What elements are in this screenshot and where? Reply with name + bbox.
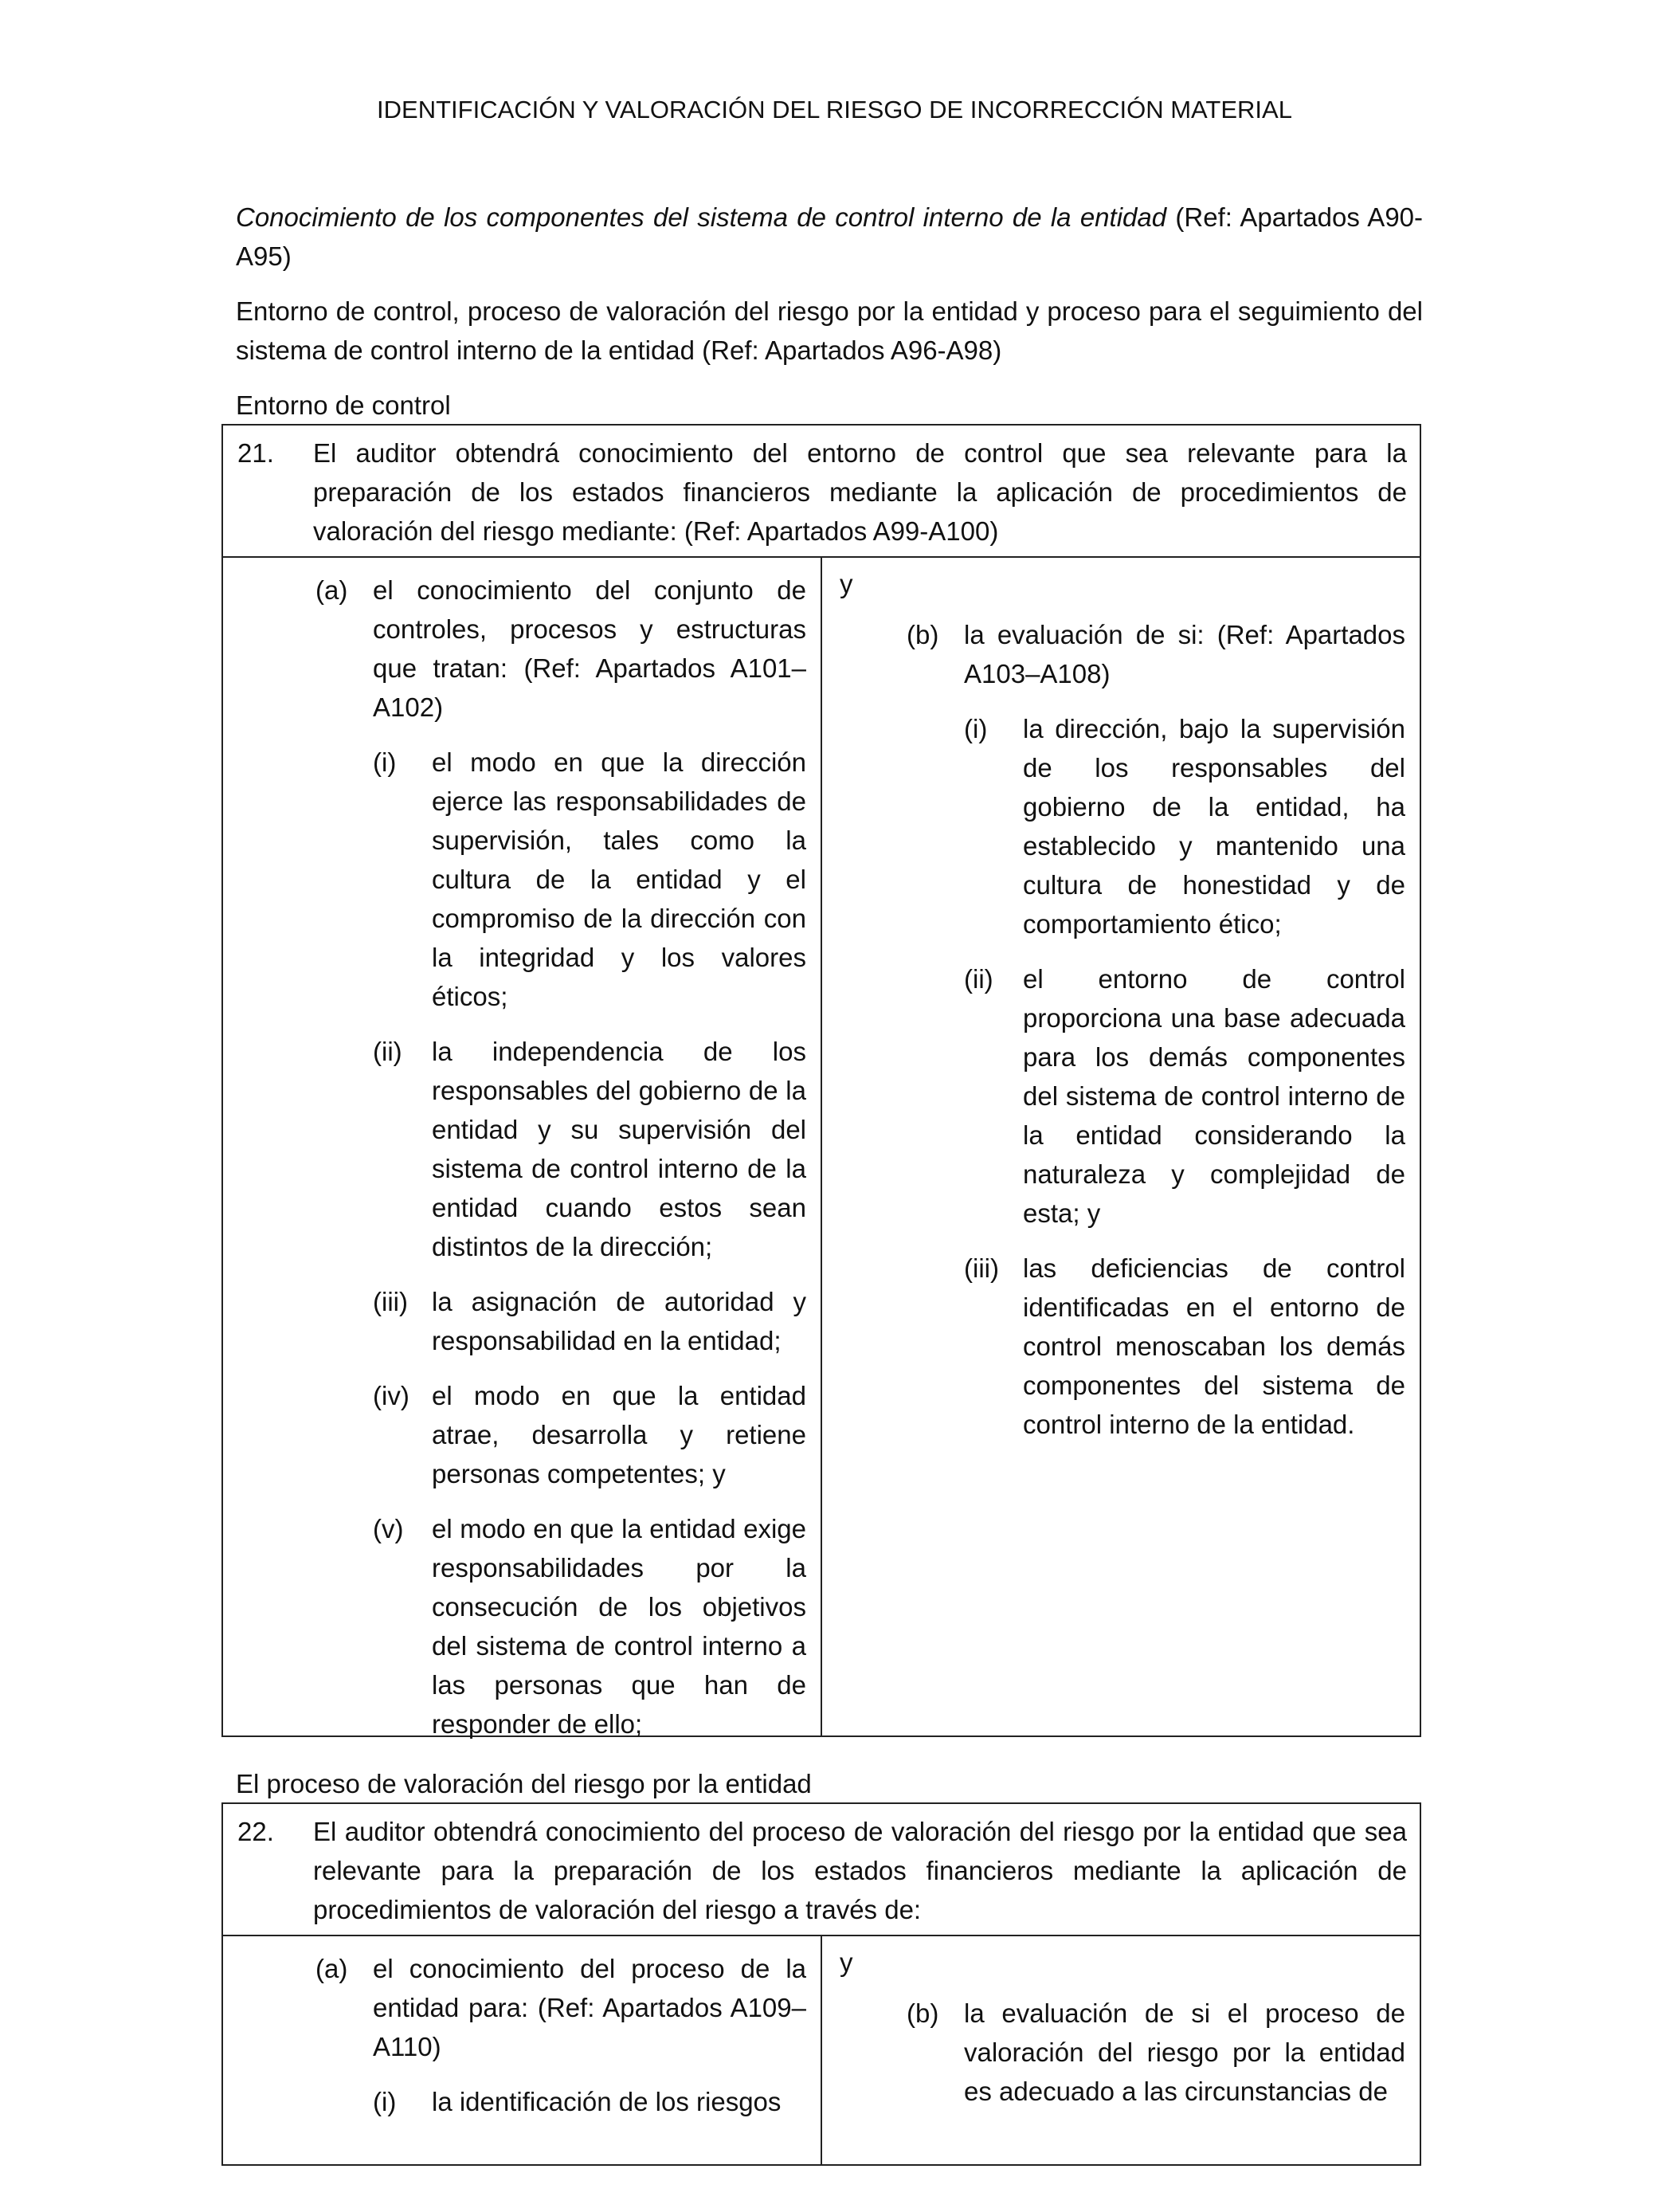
connector-word: y [840,569,853,598]
subitem-text: el modo en que la entidad exige responsabilidades por la consecución de los objetivos del sistema de control interno a las personas que han de responder de ello; [432,1514,806,1739]
item-text: el conocimiento del proceso de la entidad para: (Ref: Apartados A109–A110) [373,1954,806,2061]
subitem-v [373,1509,806,1743]
subitem-text: el modo en que la dirección ejerce las responsabilidades de supervisión, tales como la cultura de la entidad y el compromiso de la dirección con la integridad y los valores éticos; [432,747,806,1011]
right-column [822,1936,1420,2166]
paragraph-22-columns [223,1936,1420,2166]
section-subheading: Entorno de control, proceso de valoración del riesgo por la entidad y proceso para el seguimiento del sistema de control interno de la entidad (Ref: Apartados A96-A98) [236,296,1423,365]
subitem-ii [373,1032,806,1266]
subitem-label: (iii) [964,1253,999,1283]
item-label: (b) [907,1998,939,2028]
subitem-label: (i) [373,747,397,777]
item-text: la evaluación de si: (Ref: Apartados A103–A108) [964,620,1405,688]
paragraph-21-header [223,426,1420,558]
subitem-iii [964,1249,1405,1444]
section-heading-ref: (Ref: Apartados A90-A95) [236,202,1424,271]
subitem-label: (ii) [373,1037,402,1066]
paragraph-number: 21. [237,438,274,468]
subitem-label: (v) [373,1514,404,1543]
item-b [907,615,1405,693]
subitem-text: la asignación de autoridad y responsabilidad en la entidad; [432,1287,806,1355]
subitem-text: el modo en que la entidad atrae, desarrolla y retiene personas competentes; y [432,1381,806,1488]
right-column [822,558,1420,1735]
section-title-control-environment: Entorno de control [236,390,451,420]
page-header: IDENTIFICACIÓN Y VALORACIÓN DEL RIESGO DE INCORRECCIÓN MATERIAL [377,96,1292,124]
item-b [907,1994,1405,2111]
subitem-text: la dirección, bajo la supervisión de los responsables del gobierno de la entidad, ha establecido y mantenido una cultura de honestidad y de comportamiento ético; [1023,714,1405,939]
subitem-text: la independencia de los responsables del gobierno de la entidad y su supervisión del sistema de control interno de la entidad cuando estos sean distintos de la dirección; [432,1037,806,1261]
subitem-label: (iv) [373,1381,409,1410]
paragraph-number: 22. [237,1817,274,1846]
paragraph-text: El auditor obtendrá conocimiento del proceso de valoración del riesgo por la entidad que sea relevante para la preparación de los estados financieros mediante la aplicación de procedimientos de valoración del riesgo a través de: [313,1817,1407,1924]
connector-word: y [840,1947,853,1977]
item-label: (a) [315,1954,348,1983]
subitem-iii [373,1282,806,1360]
paragraph-21-box [221,424,1421,1737]
subitem-ii [964,959,1405,1233]
subitem-i [964,709,1405,943]
section-heading-italic: Conocimiento de los componentes del sistema de control interno de la entidad [236,202,1167,232]
subitem-label: (i) [964,714,988,743]
paragraph-22-box [221,1802,1421,2166]
paragraph-22-header [223,1804,1420,1936]
subitem-i [373,743,806,1016]
item-label: (b) [907,620,939,649]
subitem-text: las deficiencias de control identificadas en el entorno de control menoscaban los demás componentes del sistema de control interno de la entidad. [1023,1253,1405,1439]
item-text: el conocimiento del conjunto de controles, procesos y estructuras que tratan: (Ref: Apartados A101–A102) [373,575,806,722]
subitem-text: la identificación de los riesgos [432,2087,782,2116]
section-title-risk-assessment: El proceso de valoración del riesgo por la entidad [236,1769,812,1798]
item-a [315,571,806,727]
left-column [223,1936,822,2166]
item-text: la evaluación de si el proceso de valoración del riesgo por la entidad es adecuado a las circunstancias de [964,1998,1405,2106]
subitem-label: (ii) [964,964,993,994]
paragraph-21-columns [223,558,1420,1739]
item-label: (a) [315,575,348,605]
subitem-text: el entorno de control proporciona una base adecuada para los demás componentes del sistema de control interno de la entidad considerando la naturaleza y complejidad de esta; y [1023,964,1405,1228]
subitem-label: (i) [373,2087,397,2116]
subitem-label: (iii) [373,1287,408,1316]
section-heading [236,198,1423,276]
subitem-iv [373,1376,806,1493]
left-column [223,558,822,1739]
subitem-i [373,2082,806,2121]
paragraph-text: El auditor obtendrá conocimiento del entorno de control que sea relevante para la preparación de los estados financieros mediante la aplicación de procedimientos de valoración del riesgo mediante: (Ref: Apartados A99-A100) [313,438,1407,546]
item-a [315,1949,806,2066]
